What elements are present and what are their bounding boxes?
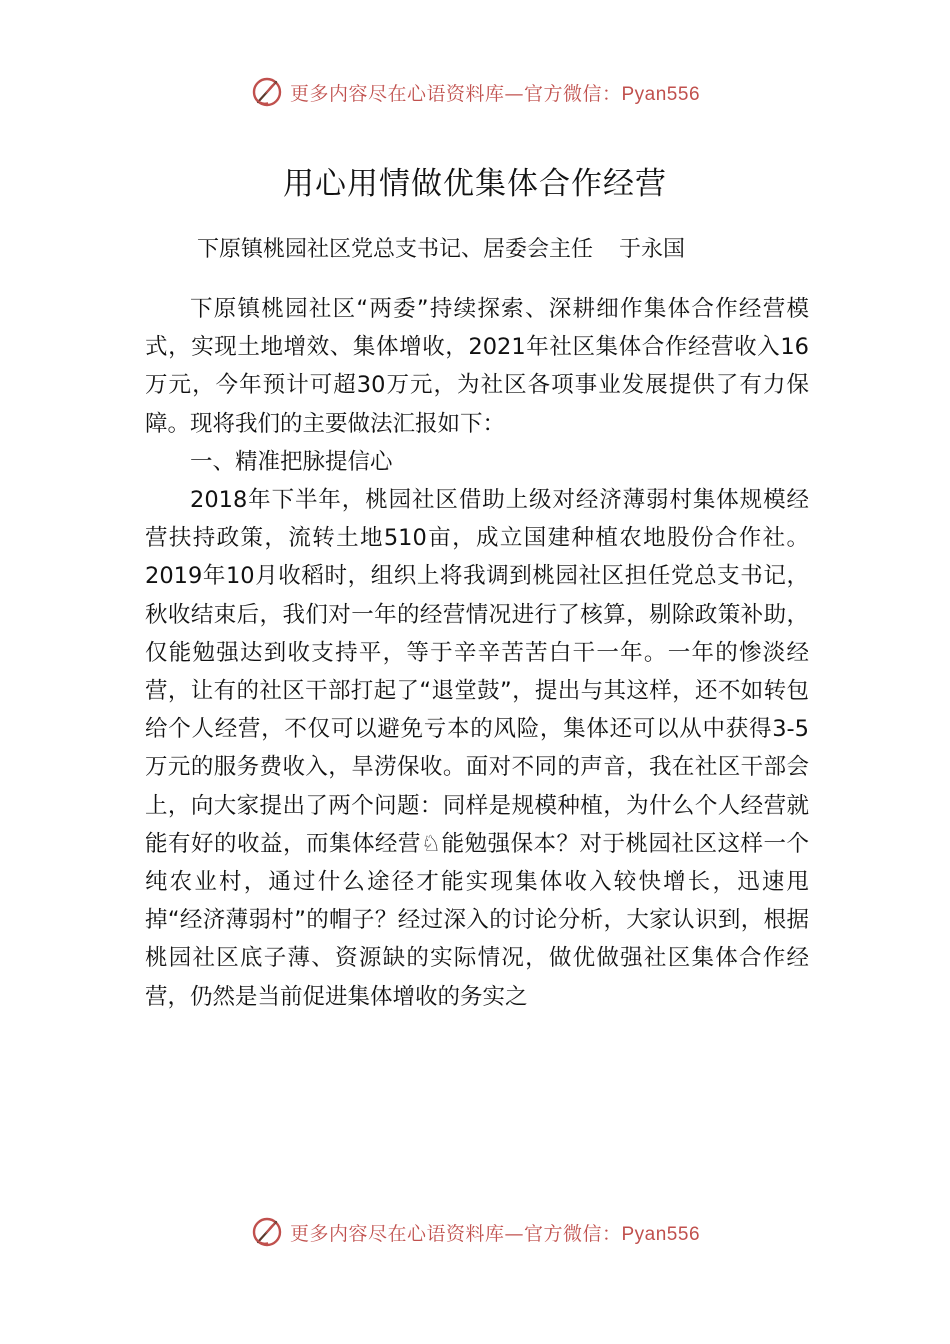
section-heading: 一、精准把脉提信心 [190, 448, 393, 475]
quill-logo-icon [250, 1215, 284, 1249]
byline-author: 于永国 [619, 237, 686, 262]
watermark-text: 更多内容尽在心语资料库—官方微信：Pyan556 [289, 82, 701, 105]
watermark-header [0, 72, 950, 112]
byline [197, 232, 685, 263]
intro-paragraph: 下原镇桃园社区“两委”持续探索、深耕细作集体合作经营模式，实现土地增效、集体增收，2021年社区集体合作经营收入16万元，今年预计可超30万元，为社区各项事业发展提供了有力保障。现将我们的主要做法汇报如下： [145, 296, 809, 437]
byline-role: 下原镇桃园社区党总支书记、居委会主任 [197, 237, 594, 262]
quill-logo-icon [250, 75, 284, 109]
watermark-text: 更多内容尽在心语资料库—官方微信：Pyan556 [289, 1222, 701, 1245]
watermark-wechat-id: Pyan556 [621, 1223, 701, 1245]
article-body [145, 290, 809, 1016]
section-paragraph: 2018年下半年，桃园社区借助上级对经济薄弱村集体规模经营扶持政策，流转土地510亩，成立国建种植农地股份合作社。2019年10月收稻时，组织上将我调到桃园社区担任党总支书记，秋收结束后，我们对一年的经营情况进行了核算，剔除政策补助，仅能勉强达到收支持平，等于辛辛苦苦白干一年。一年的惨淡经营，让有的社区干部打起了“退堂鼓”，提出与其这样，还不如转包给个人经营，不仅可以避免亏本的风险，集体还可以从中获得3-5万元的服务费收入，旱涝保收。面对不同的声音，我在社区干部会上，向大家提出了两个问题：同样是规模种植，为什么个人经营就能有好的收益，而集体经营♘能勉强保本？对于桃园社区这样一个纯农业村，通过什么途径才能实现集体收入较快增长，迅速甩掉“经济薄弱村”的帽子？经过深入的讨论分析，大家认识到，根据桃园社区底子薄、资源缺的实际情况，做优做强社区集体合作经营，仍然是当前促进集体增收的务实之 [145, 487, 809, 1010]
page-title: 用心用情做优集体合作经营 [283, 166, 667, 202]
watermark-wechat-id: Pyan556 [621, 83, 701, 105]
watermark-footer [0, 1212, 950, 1252]
